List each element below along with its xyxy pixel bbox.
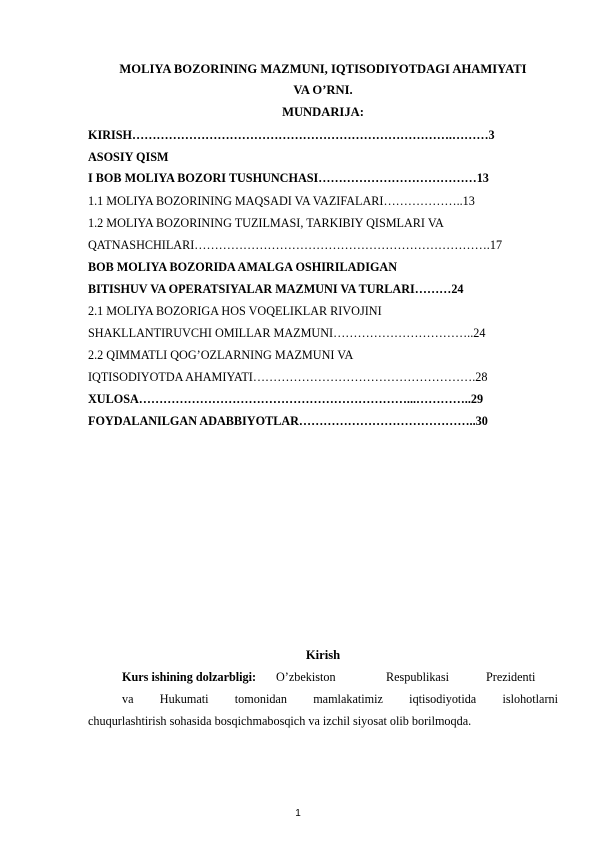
toc-entry: 2.1 MOLIYA BOZORIGA HOS VOQELIKLAR RIVOJINI [88, 304, 382, 318]
toc-entry: ASOSIY QISM [88, 150, 169, 164]
toc-entry: IQTISODIYOTDA AHAMIYATI……………………………………………….28 [88, 370, 488, 384]
toc-entry: XULOSA…………………………………………………………...…………..29 [88, 392, 484, 406]
intro-word: Respublikasi [386, 670, 449, 684]
toc-entry: QATNASHCHILARI……………………………………………………………….17 [88, 238, 503, 252]
intro-label: Kurs ishining dolzarbligi: [122, 670, 257, 684]
title-line-1: MOLIYA BOZORINING MAZMUNI, IQTISODIYOTDAGI AHAMIYATI [119, 62, 527, 76]
toc-entry: 1.2 MOLIYA BOZORINING TUZILMASI, TARKIBIY QISMLARI VA [88, 216, 444, 230]
toc-heading: MUNDARIJA: [282, 105, 364, 119]
intro-line-3: chuqurlashtirish sohasida bosqichmabosqich va izchil siyosat olib borilmoqda. [88, 714, 472, 728]
toc-entry: BITISHUV VA OPERATSIYALAR MAZMUNI VA TURLARI………24 [88, 282, 464, 296]
toc-entry: 2.2 QIMMATLI QOG’OZLARNING MAZMUNI VA [88, 348, 354, 362]
page-number: 1 [295, 808, 301, 819]
toc-entry: 1.1 MOLIYA BOZORINING MAQSADI VA VAZIFALARI………………..13 [88, 194, 475, 208]
toc-entry: SHAKLLANTIRUVCHI OMILLAR MAZMUNI……………………………..24 [88, 326, 486, 340]
toc-entry: FOYDALANILGAN ADABBIYOTLAR……………………………………..30 [88, 414, 488, 428]
title-line-2: VA O’RNI. [293, 83, 353, 97]
toc-entry: I BOB MOLIYA BOZORI TUSHUNCHASI…………………………………13 [88, 171, 489, 185]
kirish-heading: Kirish [305, 648, 341, 662]
toc-entry: KIRISH…………………………………………………………………….………3 [88, 128, 495, 142]
toc-entry: BOB MOLIYA BOZORIDA AMALGA OSHIRILADIGAN [88, 260, 398, 274]
intro-line-2: va Hukumati tomonidan mamlakatimiz iqtisodiyotida islohotlarni [122, 692, 558, 706]
intro-word: Prezidenti [486, 670, 536, 684]
intro-word: O’zbekiston [276, 670, 336, 684]
